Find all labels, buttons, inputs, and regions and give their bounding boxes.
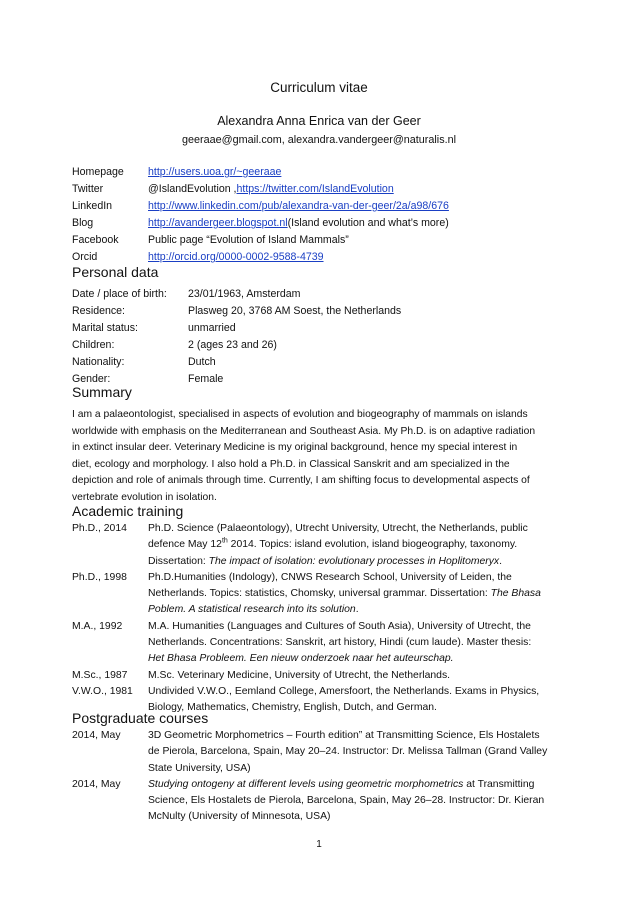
entry-line: M.Sc. Veterinary Medicine, University of Utrecht, the Netherlands.: [148, 669, 451, 681]
entry-line: Netherlands. Concentrations: Sanskrit, art history, Hindi (cum laude). Master thesis:: [148, 637, 532, 649]
entry-line: Ph.D.Humanities (Indology), CNWS Research School, University of Leiden, the: [148, 571, 512, 583]
orcid-link[interactable]: http://orcid.org/0000-0002-9588-4739: [148, 251, 324, 263]
personal-value: Female: [188, 373, 224, 385]
summary-line: in extinct insular deer. Veterinary Medicine is my original background, hence my special interest in: [72, 442, 518, 453]
blog-link[interactable]: http://avandergeer.blogspot.nl: [148, 217, 288, 229]
entry-line: Science, Els Hostalets de Pierola, Barcelona, Spain, May 26–28. Instructor: Dr. Kieran: [148, 795, 545, 807]
entry-line: Studying ontogeny at different levels using geometric morphometrics at Transmitting: [148, 778, 535, 790]
academic-training-list: [72, 521, 572, 717]
personal-value: 2 (ages 23 and 26): [188, 339, 277, 351]
personal-value: 23/01/1963, Amsterdam: [188, 288, 301, 300]
entry-line: Biology, Mathematics, Chemistry, English, Dutch, and German.: [148, 702, 437, 714]
summary-paragraph: [72, 407, 568, 506]
personal-label: Nationality:: [72, 356, 125, 368]
personal-value: Dutch: [188, 356, 216, 368]
contact-label: Facebook: [72, 234, 119, 246]
entry-line: McNulty (University of Minnesota, USA): [148, 811, 331, 823]
entry-line: Dissertation: The impact of isolation: evolutionary processes in Hoplitomeryx.: [148, 555, 503, 567]
course-entry: [72, 777, 572, 826]
contact-text: (Island evolution and what’s more): [287, 217, 449, 229]
personal-label: Residence:: [72, 305, 125, 317]
contact-label: LinkedIn: [72, 200, 113, 212]
twitter-link[interactable]: https://twitter.com/IslandEvolution: [236, 183, 394, 195]
linkedin-link[interactable]: http://www.linkedin.com/pub/alexandra-van-der-geer/2a/a98/676: [148, 200, 449, 212]
contact-table: [72, 164, 572, 266]
academic-training-heading: Academic training: [72, 503, 184, 519]
personal-data-heading: Personal data: [72, 264, 159, 280]
personal-row: [72, 286, 492, 303]
academic-entry: [72, 521, 572, 570]
document-title: Curriculum vitae: [270, 80, 368, 95]
contact-label: Homepage: [72, 166, 124, 178]
contact-text: Public page “Evolution of Island Mammals”: [148, 234, 349, 246]
personal-label: Children:: [72, 339, 115, 351]
summary-line: I am a palaeontologist, specialised in aspects of evolution and biogeography of mammals on islands: [72, 409, 528, 420]
contact-row-linkedin: [72, 198, 572, 215]
entry-line: State University, USA): [148, 762, 251, 774]
postgraduate-courses-list: [72, 728, 572, 826]
personal-label: Date / place of birth:: [72, 288, 167, 300]
summary-line: depiction and role of animals through time. Currently, I am shifting focus to developmental aspects of: [72, 475, 530, 486]
homepage-link[interactable]: http://users.uoa.gr/~geeraae: [148, 166, 282, 178]
contact-row-homepage: [72, 164, 572, 181]
entry-line: 3D Geometric Morphometrics – Fourth edition” at Transmitting Science, Els Hostalets: [148, 730, 540, 741]
contact-row-blog: [72, 215, 572, 232]
personal-row: [72, 354, 492, 371]
academic-entry: [72, 570, 572, 619]
entry-date: Ph.D., 2014: [72, 523, 127, 534]
personal-value: Plasweg 20, 3768 AM Soest, the Netherlands: [188, 305, 402, 317]
entry-line: Het Bhasa Probleem. Een nieuw onderzoek naar het auteurschap.: [148, 653, 454, 665]
entry-line: defence May 12th 2014. Topics: island evolution, island biogeography, taxonomy.: [148, 537, 518, 551]
personal-label: Marital status:: [72, 322, 138, 334]
entry-date: 2014, May: [72, 730, 121, 741]
entry-line: Ph.D. Science (Palaeontology), Utrecht University, Utrecht, the Netherlands, public: [148, 523, 528, 534]
entry-line: de Pierola, Barcelona, Spain, May 20–24. Instructor: Dr. Melissa Tallman (Grand Valley: [148, 746, 548, 758]
summary-line: vertebrate evolution in isolation.: [72, 491, 217, 503]
personal-label: Gender:: [72, 373, 111, 385]
summary-line: worldwide with emphasis on the Mediterranean and Southeast Asia. My Ph.D. is on adaptive radiation: [72, 425, 536, 437]
academic-entry: [72, 619, 572, 668]
personal-row: [72, 303, 492, 320]
personal-value: unmarried: [188, 322, 236, 334]
email-addresses: geeraae@gmail.com, alexandra.vandergeer@naturalis.nl: [182, 134, 456, 146]
entry-line: Undivided V.W.O., Eemland College, Amersfoort, the Netherlands. Exams in Physics,: [148, 685, 540, 697]
postgraduate-courses-heading: Postgraduate courses: [72, 710, 209, 726]
personal-data-table: [72, 286, 492, 388]
personal-row: [72, 371, 492, 388]
personal-row: [72, 337, 492, 354]
entry-date: 2014, May: [72, 778, 121, 790]
contact-label: Orcid: [72, 251, 98, 263]
contact-row-facebook: [72, 232, 572, 249]
entry-date: V.W.O., 1981: [72, 685, 133, 697]
entry-date: M.A., 1992: [72, 620, 123, 632]
personal-row: [72, 320, 492, 337]
contact-row-twitter: [72, 181, 572, 198]
academic-entry: [72, 668, 572, 684]
entry-date: Ph.D., 1998: [72, 571, 127, 583]
entry-line: Poblem. A statistical research into its solution.: [148, 604, 359, 616]
entry-line: M.A. Humanities (Languages and Cultures of South Asia), University of Utrecht, the: [148, 620, 531, 632]
contact-label: Twitter: [72, 183, 104, 195]
summary-heading: Summary: [72, 384, 132, 400]
person-name: Alexandra Anna Enrica van der Geer: [217, 114, 421, 128]
course-entry: [72, 728, 572, 777]
entry-line: Netherlands. Topics: statistics, Chomsky, universal grammar. Dissertation: The Bhasa: [148, 588, 541, 600]
contact-text: @IslandEvolution ,: [148, 183, 237, 195]
contact-label: Blog: [72, 217, 94, 229]
entry-date: M.Sc., 1987: [72, 669, 128, 681]
page-number: 1: [316, 839, 322, 850]
summary-line: diet, ecology and morphology. I also hold a Ph.D. in Classical Sanskrit and am specialized in the: [72, 458, 510, 470]
